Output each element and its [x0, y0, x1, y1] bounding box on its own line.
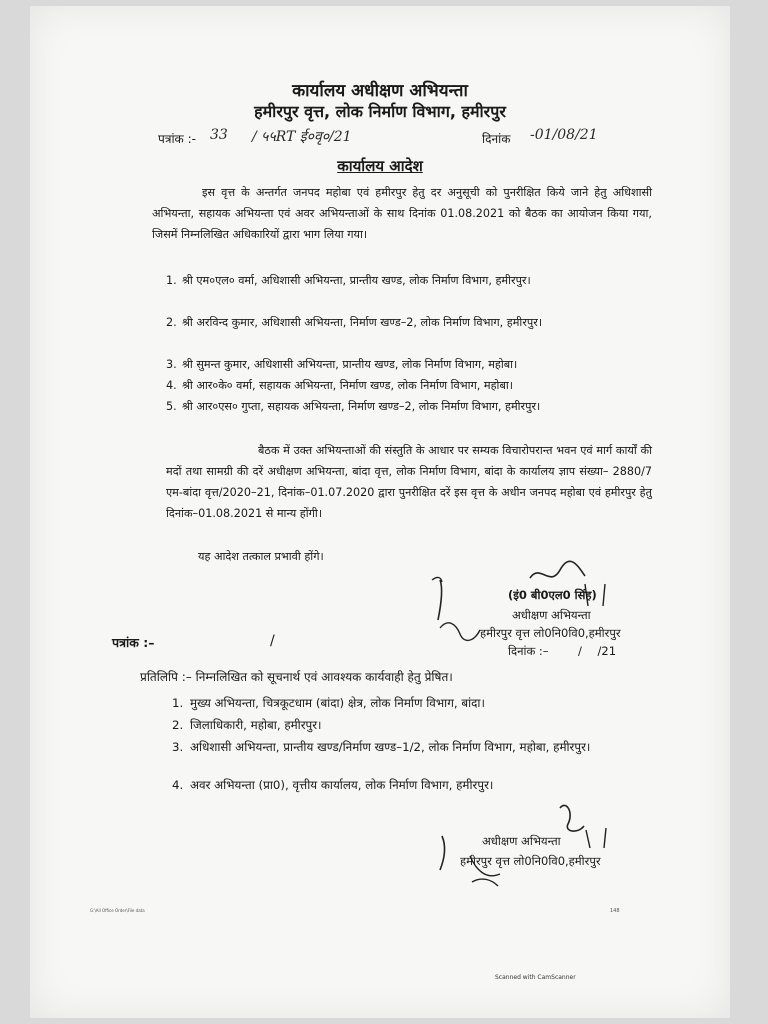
decision-paragraph: बैठक में उक्त अभियन्ताओं की संस्तुति के आधार पर सम्यक विचारोपरान्त भवन एवं मार्ग कार्यों की मदों तथा सामग्री की दरें अधीक्षण अभियन्ता, बांदा वृत्त, लोक निर्माण विभाग, बांदा के कार्यालय ज्ञाप संख्या– 2880/7 एम-बांदा वृत्त/2020–21, दिनांक–01.07.2020 द्वारा पुनरीक्षित दरें इस वृत्त के अधीन जनपद महोबा एवं हमीरपुर हेतु दिनांक–01.08.2021 से मान्य होंगी। — [166, 444, 652, 520]
copy-item — [172, 692, 650, 714]
attendee-item — [166, 312, 652, 333]
signatory-designation-2: अधीक्षण अभियन्ता — [482, 834, 561, 848]
signature-date-blank: / /21 — [578, 644, 617, 658]
copy-text: जिलाधिकारी, महोबा, हमीरपुर। — [190, 718, 322, 732]
attendee-text: श्री सुमन्त कुमार, अधिशासी अभियन्ता, प्रान्तीय खण्ड, लोक निर्माण विभाग, महोबा। — [182, 358, 518, 371]
signatory-designation: अधीक्षण अभियन्ता — [512, 608, 591, 622]
document-page — [30, 6, 730, 1018]
signatory-name: (इं0 बी0एल0 सिंह) — [508, 588, 597, 602]
order-title: कार्यालय आदेश — [337, 157, 423, 175]
date-label: दिनांक — [482, 132, 511, 146]
attendee-item — [166, 396, 652, 417]
attendee-item — [166, 270, 652, 291]
attendee-item — [166, 375, 652, 396]
patrank-label-2: पत्रांक :– — [112, 635, 155, 650]
attendee-number: 4. — [166, 379, 177, 392]
intro-paragraph: इस वृत्त के अन्तर्गत जनपद महोबा एवं हमीरपुर हेतु दर अनुसूची को पुनरीक्षित किये जाने हेतु अधिशासी अभियन्ता, सहायक अभियन्ता एवं अवर अभियन्ताओं के साथ दिनांक 01.08.2021 को बैठक का आयोजन किया गया, जिसमें निम्नलिखित अधिकारियों द्वारा भाग लिया गया। — [152, 186, 652, 241]
footer-page-number: 148 — [610, 908, 620, 914]
patrank-number: 33 — [210, 127, 228, 143]
attendee-number: 1. — [166, 274, 177, 287]
attendee-number: 5. — [166, 400, 177, 413]
office-heading: कार्यालय अधीक्षण अभियन्ता — [292, 81, 468, 101]
signature-date-label: दिनांक :– — [508, 644, 549, 658]
copy-text: मुख्य अभियन्ता, चित्रकूटधाम (बांदा) क्षेत्र, लोक निर्माण विभाग, बांदा। — [190, 696, 485, 710]
signatory-office-2: हमीरपुर वृत्त लो0नि0वि0,हमीरपुर — [460, 854, 601, 868]
circle-heading: हमीरपुर वृत्त, लोक निर्माण विभाग, हमीरपुर — [254, 102, 506, 121]
footer-file-path: G:\All Office Order\File data — [90, 908, 145, 913]
date-value: -01/08/21 — [530, 127, 598, 143]
copy-item — [172, 774, 650, 796]
patrank-slash: / — [270, 633, 275, 649]
attendee-number: 2. — [166, 316, 177, 329]
signatory-office: हमीरपुर वृत्त लो0नि0वि0,हमीरपुर — [480, 626, 621, 640]
copy-number: 1. — [172, 696, 184, 710]
copy-intro: प्रतिलिपि :– निम्नलिखित को सूचनार्थ एवं आवश्यक कार्यवाही हेतु प्रेषित। — [140, 670, 453, 684]
attendee-text: श्री एम०एल० वर्मा, अधिशासी अभियन्ता, प्रान्तीय खण्ड, लोक निर्माण विभाग, हमीरपुर। — [182, 274, 531, 287]
copy-number: 4. — [172, 778, 184, 792]
patrank-label: पत्रांक :- — [158, 132, 196, 146]
attendee-text: श्री आर०एस० गुप्ता, सहायक अभियन्ता, निर्माण खण्ड–2, लोक निर्माण विभाग, हमीरपुर। — [182, 400, 541, 413]
copy-number: 2. — [172, 718, 184, 732]
copy-text: अधिशासी अभियन्ता, प्रान्तीय खण्ड/निर्माण खण्ड–1/2, लोक निर्माण विभाग, महोबा, हमीरपुर। — [190, 740, 591, 754]
attendee-number: 3. — [166, 358, 177, 371]
attendee-item — [166, 354, 652, 375]
copy-item — [172, 714, 650, 736]
patrank-reference: / ५५RT ई०वृ०/21 — [252, 129, 352, 145]
copy-text: अवर अभियन्ता (प्रा0), वृत्तीय कार्यालय, लोक निर्माण विभाग, हमीरपुर। — [190, 778, 494, 792]
copy-item — [172, 736, 650, 758]
effect-line: यह आदेश तत्काल प्रभावी होंगे। — [198, 550, 324, 563]
scanner-watermark: Scanned with CamScanner — [495, 974, 576, 981]
attendee-text: श्री अरविन्द कुमार, अधिशासी अभियन्ता, निर्माण खण्ड–2, लोक निर्माण विभाग, हमीरपुर। — [182, 316, 543, 329]
attendee-text: श्री आर०के० वर्मा, सहायक अभियन्ता, निर्माण खण्ड, लोक निर्माण विभाग, महोबा। — [182, 379, 513, 392]
copy-number: 3. — [172, 740, 184, 754]
